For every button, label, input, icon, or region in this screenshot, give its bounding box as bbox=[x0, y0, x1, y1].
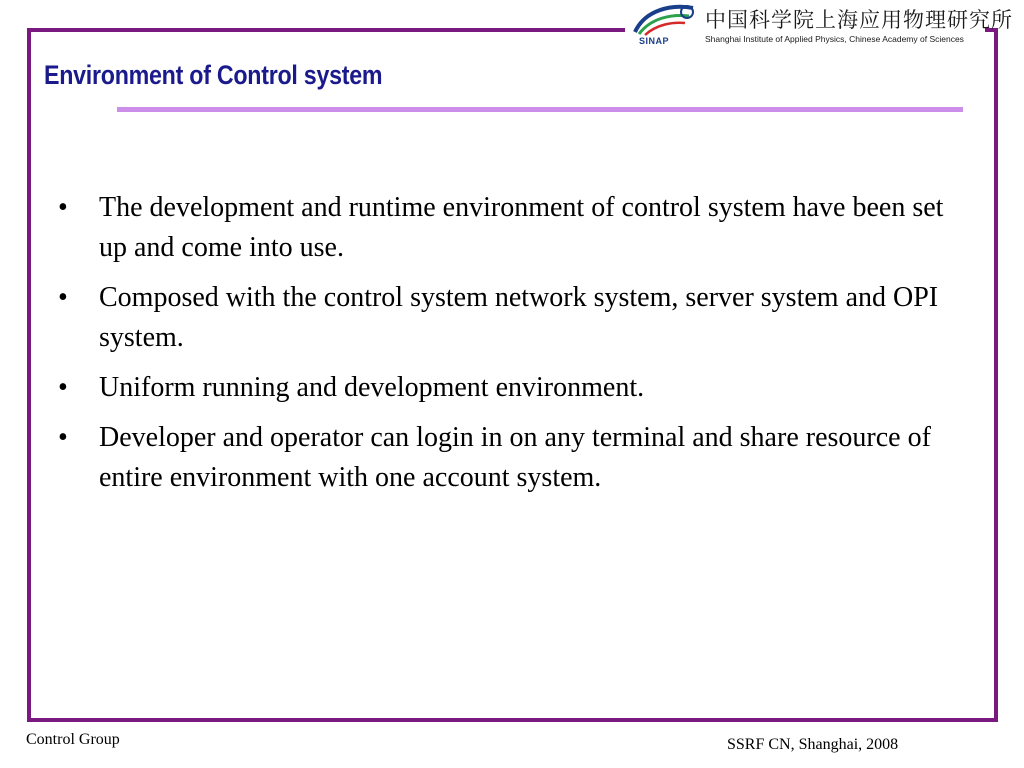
bullet-item bbox=[58, 368, 968, 408]
institute-logo bbox=[625, 0, 1013, 56]
title-underline bbox=[117, 107, 963, 112]
footer-event-info: SSRF CN, Shanghai, 2008 bbox=[727, 736, 899, 753]
logo-abbreviation: SINAP bbox=[639, 36, 670, 46]
institute-chinese-name: 中国科学院上海应用物理研究所 bbox=[705, 8, 1013, 32]
bullet-text: Developer and operator can login in on any terminal and share resource of entire environment with one account system. bbox=[99, 422, 931, 493]
bullet-item bbox=[58, 188, 968, 268]
bullet-item bbox=[58, 278, 968, 358]
institute-english-name: Shanghai Institute of Applied Physics, Chinese Academy of Sciences bbox=[705, 34, 964, 44]
bullet-text: Composed with the control system network system, server system and OPI system. bbox=[99, 282, 939, 353]
bullet-marker: • bbox=[58, 282, 68, 313]
bullet-item bbox=[58, 418, 968, 498]
slide-title: Environment of Control system bbox=[44, 60, 383, 90]
bullet-text: The development and runtime environment of control system have been set up and come into use. bbox=[99, 192, 944, 263]
sinap-emblem-icon bbox=[631, 2, 697, 38]
footer-group-name: Control Group bbox=[26, 731, 120, 748]
bullet-list bbox=[58, 188, 968, 508]
bullet-text: Uniform running and development environment. bbox=[99, 372, 645, 403]
bullet-marker: • bbox=[58, 372, 68, 403]
bullet-marker: • bbox=[58, 422, 68, 453]
bullet-marker: • bbox=[58, 192, 68, 223]
